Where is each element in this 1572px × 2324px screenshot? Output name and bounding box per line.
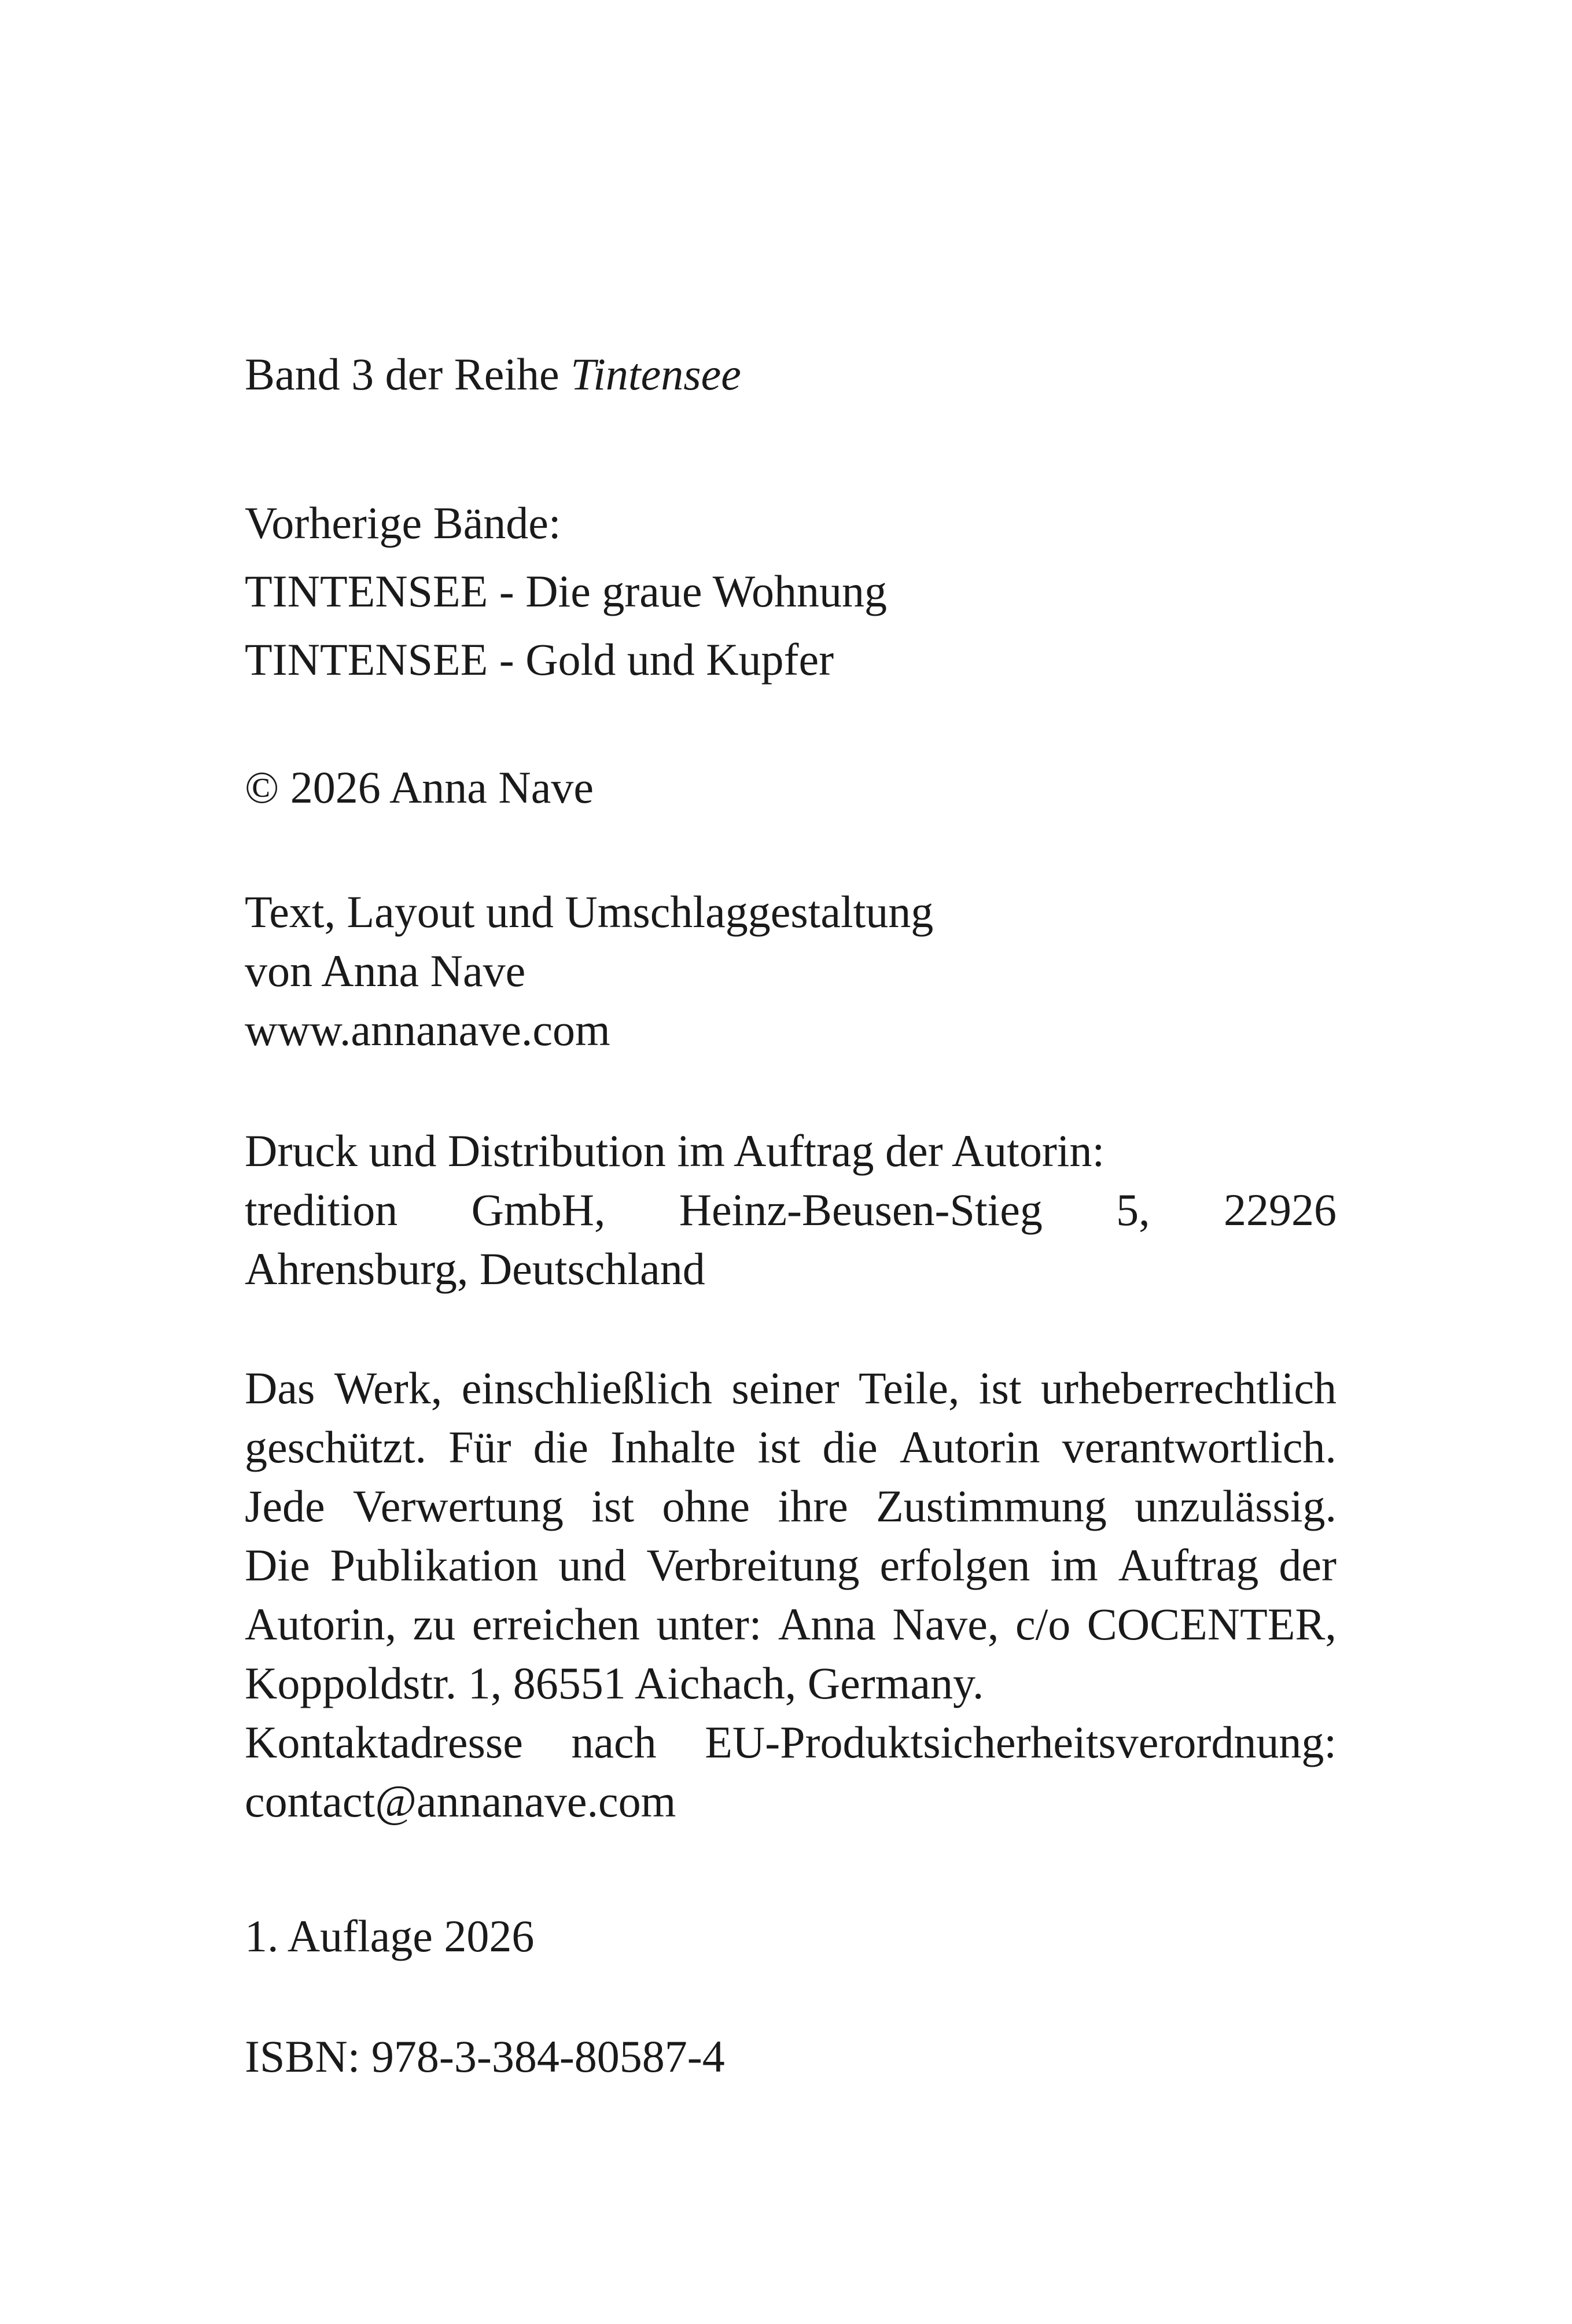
credits-author-line: von Anna Nave: [245, 946, 526, 996]
legal-word: Nave,: [892, 1599, 999, 1649]
printing-heading: Druck und Distribution im Auftrag der Autorin:: [245, 1126, 1105, 1176]
legal-word: verantwortlich.: [1062, 1422, 1337, 1472]
series-prefix: Band 3 der Reihe: [245, 349, 571, 399]
legal-word: Zustimmung: [876, 1481, 1107, 1531]
credits-line: Text, Layout und Umschlaggestaltung: [245, 887, 934, 937]
printer-word: GmbH,: [471, 1185, 606, 1235]
legal-word: im: [1050, 1540, 1098, 1590]
legal-word: Auftrag: [1118, 1540, 1259, 1590]
contact-email: contact@annanave.com: [245, 1776, 676, 1826]
legal-word: Autorin: [899, 1422, 1040, 1472]
legal-word: ohne: [662, 1481, 750, 1531]
legal-word: einschließlich: [461, 1363, 712, 1413]
previous-volumes: [245, 489, 1337, 694]
legal-word: EU-Produktsicherheitsverordnung:: [705, 1717, 1337, 1767]
legal-word: c/o: [1015, 1599, 1071, 1649]
series-name: Tintensee: [570, 349, 741, 399]
previous-volume-title: TINTENSEE - Gold und Kupfer: [245, 634, 834, 685]
legal-word: erreichen: [472, 1599, 640, 1649]
printer-word: 22926: [1223, 1185, 1337, 1235]
legal-address-line: Koppoldstr. 1, 86551 Aichach, Germany.: [245, 1658, 984, 1708]
legal-line: [245, 1536, 1337, 1595]
legal-word: Das: [245, 1363, 315, 1413]
legal-word: und: [558, 1540, 627, 1590]
copyright-text: © 2026 Anna Nave: [245, 762, 594, 812]
legal-word: Autorin,: [245, 1599, 397, 1649]
copyright-notice: [245, 758, 1337, 817]
legal-word: COCENTER,: [1087, 1599, 1337, 1649]
legal-word: Für: [448, 1422, 511, 1472]
legal-word: seiner: [731, 1363, 840, 1413]
legal-word: nach: [571, 1717, 657, 1767]
legal-notice: [245, 1359, 1337, 1831]
edition-note: [245, 1907, 1337, 1966]
printer-city-line: Ahrensburg, Deutschland: [245, 1244, 705, 1294]
legal-word: Verbreitung: [646, 1540, 860, 1590]
printing-block: [245, 1121, 1337, 1299]
previous-volume-title: TINTENSEE - Die graue Wohnung: [245, 566, 888, 616]
legal-line: [245, 1418, 1337, 1477]
legal-word: ist: [978, 1363, 1022, 1413]
legal-word: ist: [757, 1422, 801, 1472]
credits-block: [245, 882, 1337, 1060]
legal-word: die: [822, 1422, 878, 1472]
legal-word: ihre: [778, 1481, 848, 1531]
legal-word: Inhalte: [610, 1422, 736, 1472]
legal-word: unzulässig.: [1135, 1481, 1337, 1531]
legal-line: [245, 1359, 1337, 1418]
isbn-text: ISBN: 978-3-384-80587-4: [245, 2031, 725, 2082]
legal-word: Jede: [245, 1481, 325, 1531]
legal-word: ist: [591, 1481, 634, 1531]
series-note: [245, 345, 1337, 404]
legal-word: die: [533, 1422, 588, 1472]
previous-volumes-heading: Vorherige Bände:: [245, 498, 561, 548]
legal-word: Publikation: [330, 1540, 539, 1590]
legal-word: Werk,: [334, 1363, 443, 1413]
legal-word: zu: [413, 1599, 456, 1649]
legal-word: der: [1279, 1540, 1337, 1590]
author-website: www.annanave.com: [245, 1005, 610, 1055]
legal-word: Anna: [778, 1599, 876, 1649]
isbn-note: [245, 2027, 1337, 2086]
edition-text: 1. Auflage 2026: [245, 1911, 535, 1961]
legal-line: [245, 1595, 1337, 1654]
legal-word: geschützt.: [245, 1422, 427, 1472]
legal-word: erfolgen: [879, 1540, 1030, 1590]
printer-word: tredition: [245, 1185, 398, 1235]
printer-word: 5,: [1116, 1185, 1150, 1235]
legal-word: Teile,: [859, 1363, 960, 1413]
legal-word: unter:: [656, 1599, 762, 1649]
legal-word: Verwertung: [353, 1481, 564, 1531]
legal-line: [245, 1477, 1337, 1536]
printer-address-line: [245, 1181, 1337, 1240]
printer-word: Heinz-Beusen-Stieg: [679, 1185, 1043, 1235]
legal-word: Kontaktadresse: [245, 1717, 523, 1767]
legal-word: Die: [245, 1540, 310, 1590]
legal-contact-line: [245, 1713, 1337, 1772]
legal-word: urheberrechtlich: [1040, 1363, 1337, 1413]
